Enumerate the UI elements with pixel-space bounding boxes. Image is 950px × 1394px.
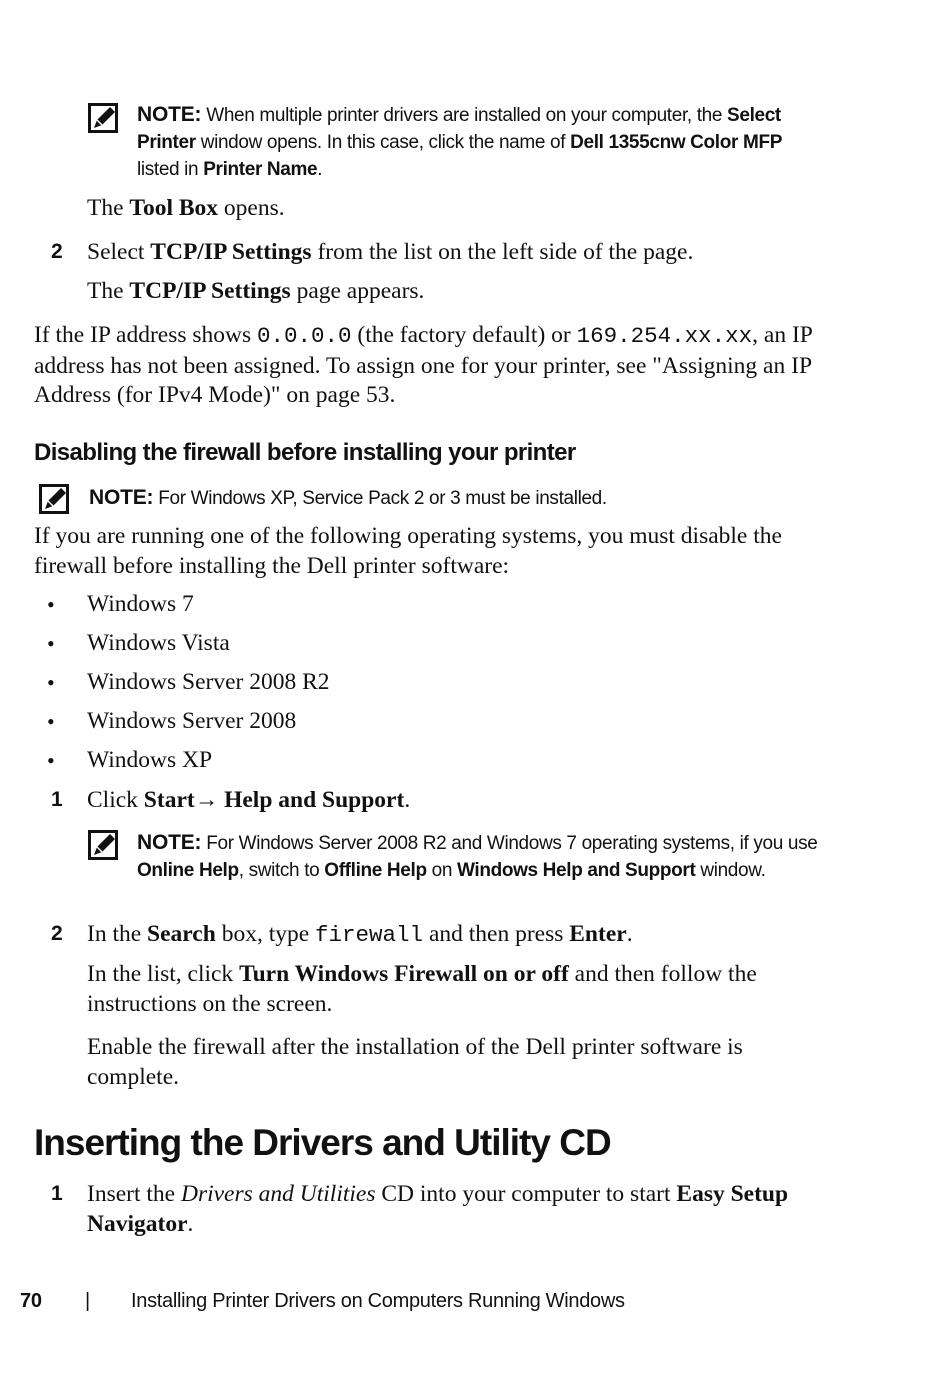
list-item: Windows XP xyxy=(87,747,213,773)
bullet: • xyxy=(47,592,55,617)
note-label: NOTE: xyxy=(89,486,154,509)
ui-term: Printer Name xyxy=(203,159,318,180)
note-pencil-icon xyxy=(88,830,118,860)
note-label: NOTE: xyxy=(137,831,202,854)
code-ip-autoip: 169.254.xx.xx xyxy=(576,323,753,349)
bullet: • xyxy=(47,631,55,656)
step-number: 2 xyxy=(51,240,63,263)
note-label: NOTE: xyxy=(137,103,202,126)
step-search-firewall: In the Search box, type firewall and then press Enter. xyxy=(87,921,633,948)
list-item: Windows Vista xyxy=(87,630,230,656)
list-item: Windows 7 xyxy=(87,591,194,617)
note-multiple-drivers: NOTE: When multiple printer drivers are installed on your computer, the Select Printer window opens. In this case, click the name of Dell 1355cnw Color MFP listed in Printer Name. xyxy=(137,103,783,180)
list-item: Windows Server 2008 R2 xyxy=(87,669,330,695)
note-pencil-icon xyxy=(88,103,118,133)
main-heading: Inserting the Drivers and Utility CD xyxy=(34,1122,611,1163)
bullet: • xyxy=(47,709,55,734)
arrow-icon: → xyxy=(194,787,219,813)
code-firewall: firewall xyxy=(315,922,424,948)
step-select-tcpip: Select TCP/IP Settings from the list on the left side of the page. xyxy=(87,239,694,265)
ui-term: Select Printer xyxy=(137,105,781,153)
bullet: • xyxy=(47,670,55,695)
turn-firewall-paragraph: In the list, click Turn Windows Firewall on or off and then follow the instructions on the screen. xyxy=(87,961,757,1017)
step-number: 1 xyxy=(51,788,63,811)
toolbox-opens-text: The Tool Box opens. xyxy=(87,195,285,221)
step-number: 2 xyxy=(51,922,63,945)
note-pencil-icon xyxy=(39,484,69,514)
list-item: Windows Server 2008 xyxy=(87,708,297,734)
note-offline-help: NOTE: For Windows Server 2008 R2 and Windows 7 operating systems, if you use Online Help, switch to Offline Help on Windows Help and Support window. xyxy=(137,831,818,881)
step-click-start: Click Start→ Help and Support. xyxy=(87,787,411,813)
code-ip-default: 0.0.0.0 xyxy=(257,323,352,349)
firewall-paragraph: If you are running one of the following operating systems, you must disable the firewall before installing the Dell printer software: xyxy=(34,523,782,579)
bullet: • xyxy=(47,748,55,773)
ui-term: Dell 1355cnw Color MFP xyxy=(570,132,783,153)
footer-title: Installing Printer Drivers on Computers Running Windows xyxy=(131,1290,625,1312)
note-service-pack: NOTE: For Windows XP, Service Pack 2 or 3 must be installed. xyxy=(89,486,607,509)
footer-separator: | xyxy=(85,1290,90,1312)
section-heading-firewall: Disabling the firewall before installing your printer xyxy=(34,439,576,466)
step-number: 1 xyxy=(51,1182,63,1205)
enable-firewall-paragraph: Enable the firewall after the installation of the Dell printer software is complete. xyxy=(87,1034,743,1090)
ip-address-paragraph: If the IP address shows 0.0.0.0 (the factory default) or 169.254.xx.xx, an IP address has not been assigned. To assign one for your printer, see "Assigning an IP Address (for IPv4 Mode)" on page 53. xyxy=(34,322,812,408)
tcpip-page-appears-text: The TCP/IP Settings page appears. xyxy=(87,278,425,304)
page-number: 70 xyxy=(20,1290,42,1312)
step-insert-cd: Insert the Drivers and Utilities CD into your computer to start Easy Setup Navigator. xyxy=(87,1181,789,1237)
